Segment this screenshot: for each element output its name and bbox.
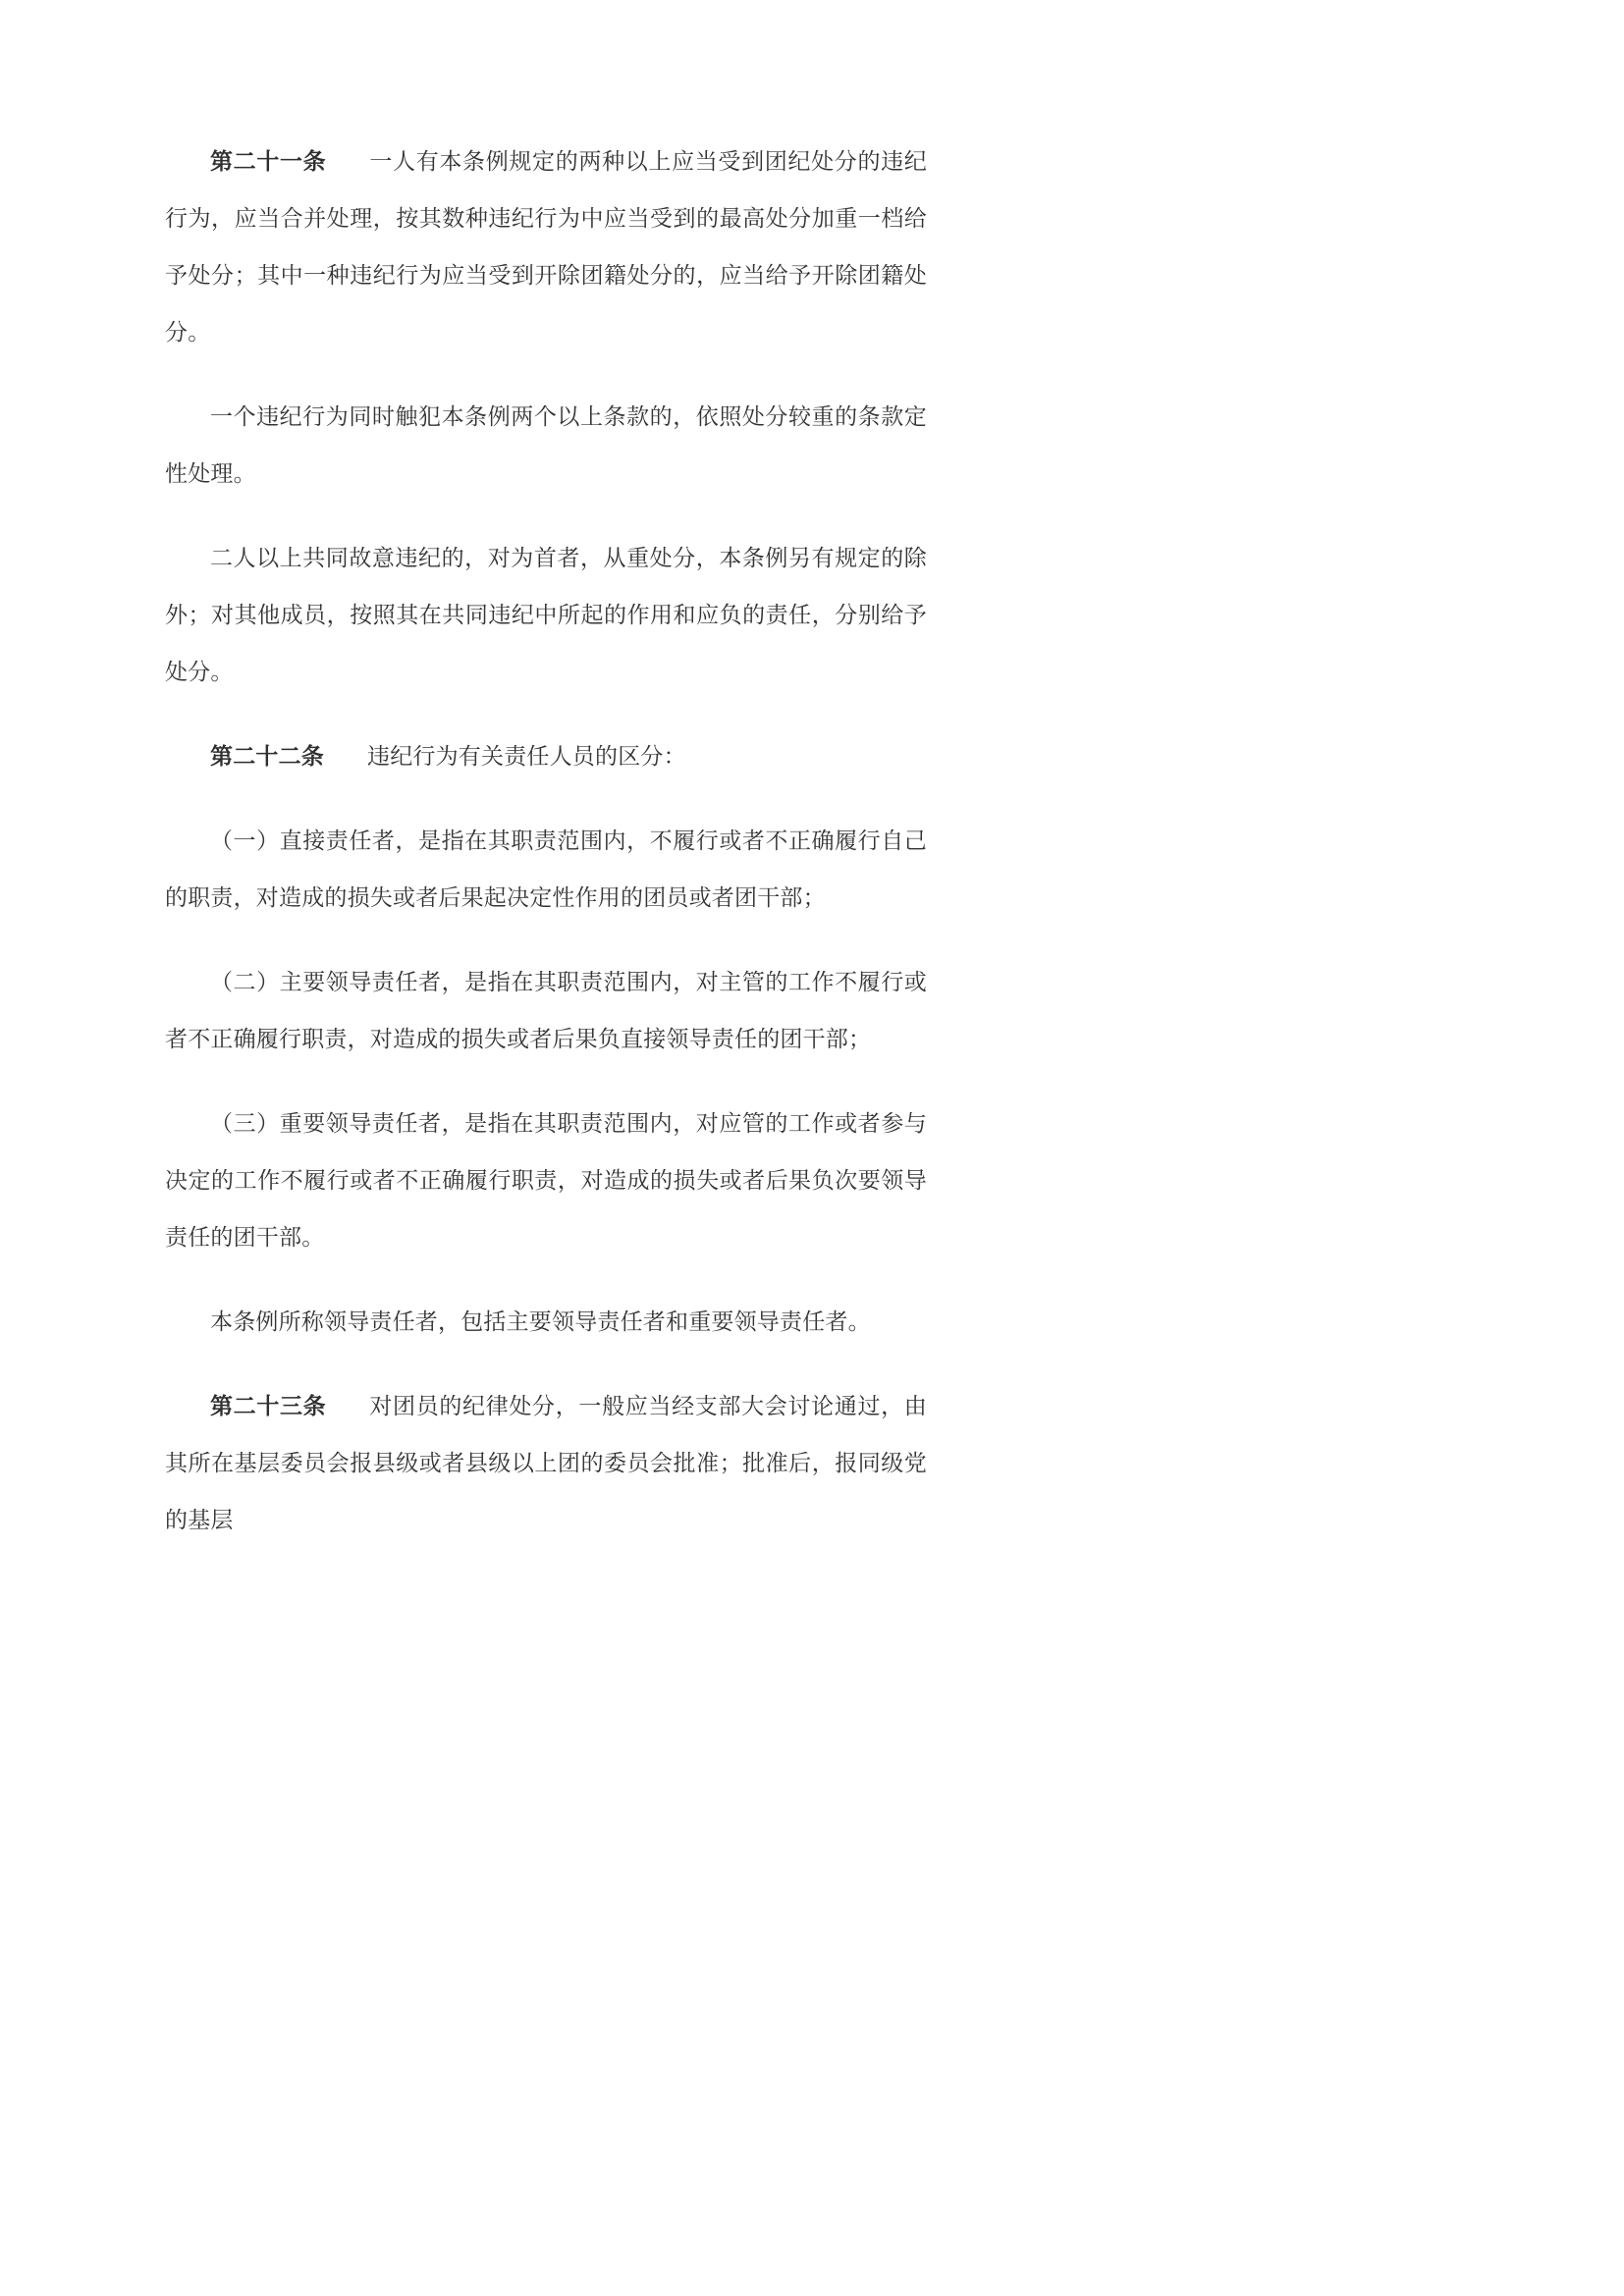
article-number: 第二十一条 <box>210 149 327 175</box>
paragraph-article-22 <box>165 728 927 785</box>
paragraph <box>165 530 927 701</box>
paragraph <box>165 389 927 503</box>
paragraph-text: 违纪行为有关责任人员的区分： <box>367 744 686 770</box>
article-number: 第二十二条 <box>210 744 324 770</box>
paragraph-text: （二）主要领导责任者，是指在其职责范围内，对主管的工作不履行或者不正确履行职责，对造成的损失或者后果负直接领导责任的团干部； <box>165 970 927 1052</box>
list-item <box>165 813 927 927</box>
paragraph-text: 对团员的纪律处分，一般应当经支部大会讨论通过，由其所在基层委员会报县级或者县级以上团的委员会批准；批准后，报同级党的基层 <box>165 1394 927 1533</box>
paragraph-article-23 <box>165 1378 927 1549</box>
paragraph-text: 一个违纪行为同时触犯本条例两个以上条款的，依照处分较重的条款定性处理。 <box>165 404 927 487</box>
paragraph-text: 本条例所称领导责任者，包括主要领导责任者和重要领导责任者。 <box>210 1309 871 1335</box>
paragraph <box>165 1294 927 1351</box>
paragraph-text: 一人有本条例规定的两种以上应当受到团纪处分的违纪行为，应当合并处理，按其数种违纪行为中应当受到的最高处分加重一档给予处分；其中一种违纪行为应当受到开除团籍处分的，应当给予开除团籍处分。 <box>165 149 927 346</box>
paragraph-text: （三）重要领导责任者，是指在其职责范围内，对应管的工作或者参与决定的工作不履行或者不正确履行职责，对造成的损失或者后果负次要领导责任的团干部。 <box>165 1111 927 1251</box>
document-page <box>165 133 927 1549</box>
list-item <box>165 954 927 1068</box>
article-number: 第二十三条 <box>210 1394 327 1419</box>
paragraph-text: （一）直接责任者，是指在其职责范围内，不履行或者不正确履行自己的职责，对造成的损失或者后果起决定性作用的团员或者团干部； <box>165 828 927 911</box>
list-item <box>165 1095 927 1266</box>
paragraph-article-21 <box>165 133 927 361</box>
paragraph-text: 二人以上共同故意违纪的，对为首者，从重处分，本条例另有规定的除外；对其他成员，按照其在共同违纪中所起的作用和应负的责任，分别给予处分。 <box>165 546 927 685</box>
